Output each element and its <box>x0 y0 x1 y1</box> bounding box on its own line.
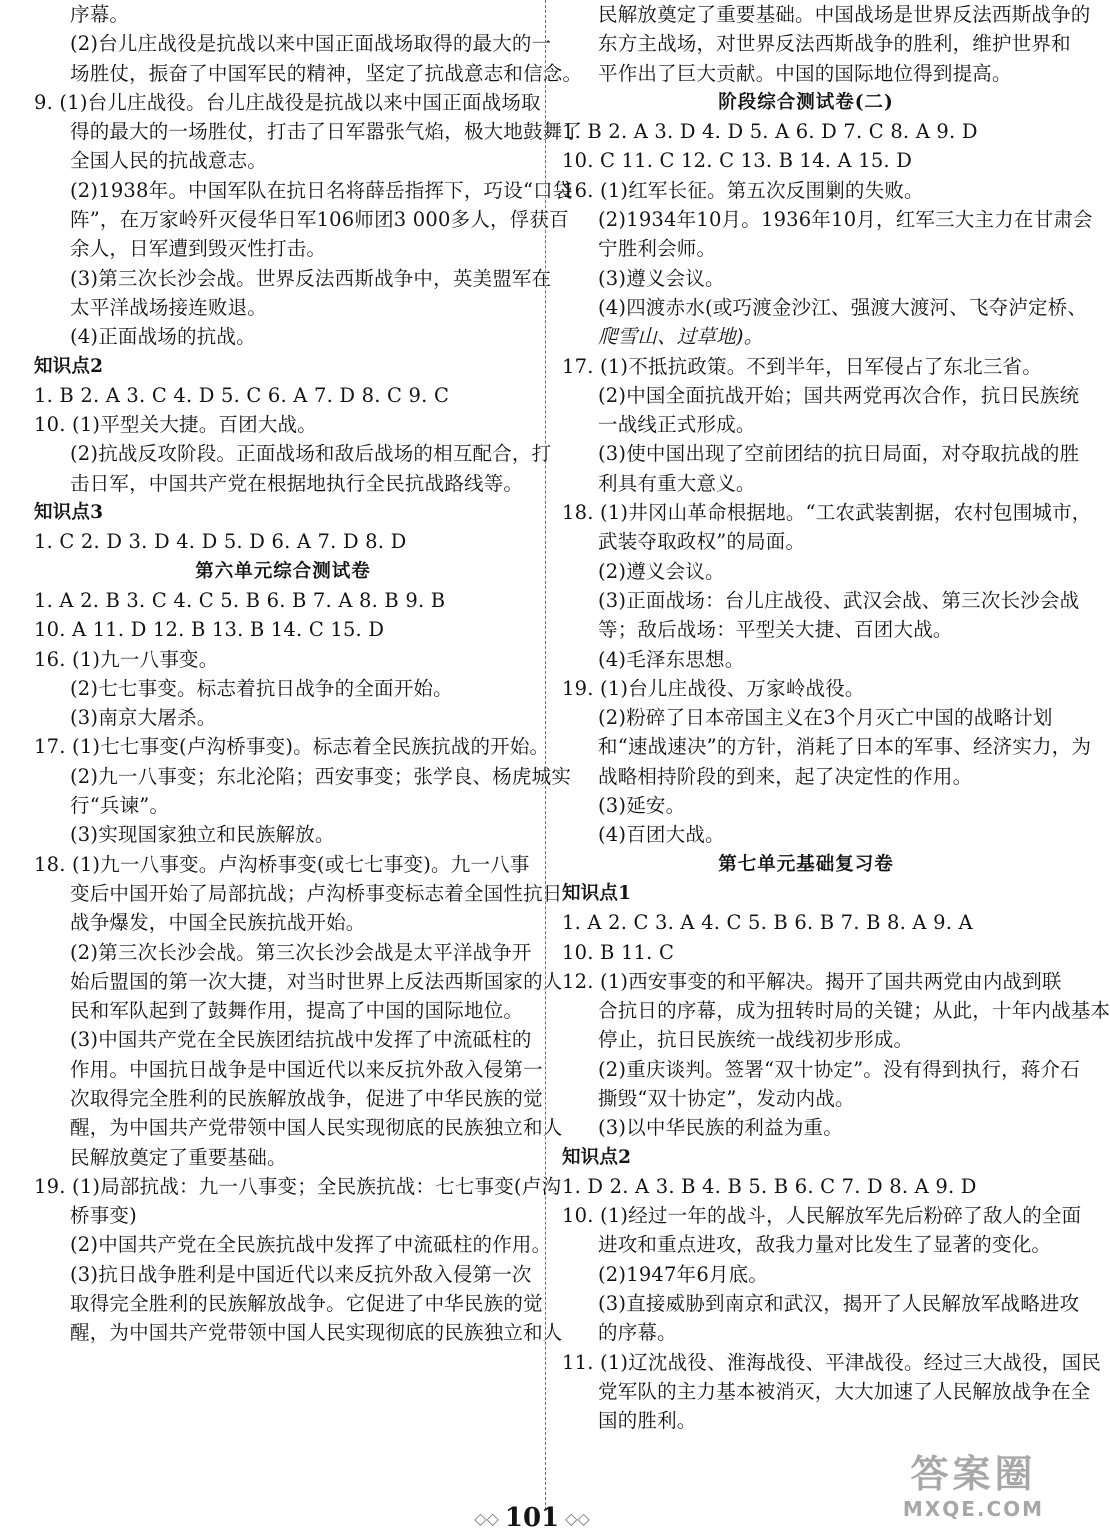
answer-line: 阵”，在万家岭歼灭侵华日军106师团3 000多人，俘获百 <box>70 208 569 232</box>
answer-line: 民解放奠定了重要基础。中国战场是世界反法西斯战争的 <box>598 3 1091 26</box>
answer-line: 战争爆发，中国全民族抗战开始。 <box>70 911 366 935</box>
answer-line: 进攻和重点进攻，敌我力量对比发生了显著的变化。 <box>598 1233 1052 1257</box>
answer-line: 10. (1)平型关大捷。百团大战。 <box>34 413 317 437</box>
right-column <box>562 0 1110 1436</box>
answer-line: 战略相持阶段的到来，起了决定性的作用。 <box>598 764 973 788</box>
answer-line: 10. A 11. D 12. B 13. B 14. C 15. D <box>34 618 385 642</box>
answer-line: 16. (1)红军长征。第五次反围剿的失败。 <box>562 178 924 202</box>
answer-line: (2)九一八事变；东北沦陷；西安事变；张学良、杨虎城实 <box>70 764 572 788</box>
knowledge-point-heading: 知识点1 <box>562 882 632 904</box>
answer-line: (2)遵义会议。 <box>598 559 725 583</box>
footer-ornament-left: ◇◇ <box>474 1509 499 1528</box>
answer-line: 作用。中国抗日战争是中国近代以来反抗外敌入侵第一 <box>70 1057 543 1081</box>
answer-line: 民和军队起到了鼓舞作用，提高了中国的国际地位。 <box>70 999 524 1023</box>
answer-line: (4)百团大战。 <box>598 823 725 847</box>
page-number: 101 <box>504 1503 560 1533</box>
answer-line: 宁胜利会师。 <box>598 237 717 261</box>
answer-line: 桥事变) <box>70 1204 137 1228</box>
answer-line: (3)实现国家独立和民族解放。 <box>70 823 335 847</box>
answer-line: 停止，抗日民族统一战线初步形成。 <box>598 1028 914 1052</box>
answer-line: 行“兵谏”。 <box>70 794 170 818</box>
answer-line: 17. (1)七七事变(卢沟桥事变)。标志着全民族抗战的开始。 <box>34 735 550 759</box>
answer-line: (3)中国共产党在全民族团结抗战中发挥了中流砥柱的 <box>70 1028 532 1052</box>
answer-line: 合抗日的序幕，成为扭转时局的关键；从此，十年内战基本 <box>598 999 1110 1023</box>
column-divider <box>545 0 546 1510</box>
answer-line: (3)使中国出现了空前团结的抗日局面，对夺取抗战的胜 <box>598 442 1080 466</box>
answer-line: (4)四渡赤水(或巧渡金沙江、强渡大渡河、飞夺泸定桥、 <box>598 295 1088 319</box>
footer-ornament-right: ◇◇ <box>565 1509 590 1528</box>
answer-line: 得的最大的一场胜仗，打击了日军嚣张气焰，极大地鼓舞了 <box>70 120 583 144</box>
answer-line: 全国人民的抗战意志。 <box>70 149 268 173</box>
answer-line: (2)中国共产党在全民族抗战中发挥了中流砥柱的作用。 <box>70 1233 552 1257</box>
answer-line: 1. B 2. A 3. D 4. D 5. A 6. D 7. C 8. A 9. D <box>562 120 978 144</box>
answer-line: (2)粉碎了日本帝国主义在3个月灭亡中国的战略计划 <box>598 706 1053 730</box>
answer-line: (2)抗战反攻阶段。正面战场和敌后战场的相互配合，打 <box>70 442 552 466</box>
answer-line: 9. (1)台儿庄战役。台儿庄战役是抗战以来中国正面战场取 <box>34 90 541 114</box>
answer-line: (2)第三次长沙会战。第三次长沙会战是太平洋战争开 <box>70 940 532 964</box>
answer-line: 序幕。 <box>70 3 130 26</box>
answer-line: 一战线正式形成。 <box>598 413 756 437</box>
answer-line: 1. B 2. A 3. C 4. D 5. C 6. A 7. D 8. C 9. C <box>34 383 450 407</box>
answer-line: 党军队的主力基本被消灭，大大加速了人民解放战争在全 <box>598 1379 1091 1403</box>
answer-line: 等；敌后战场：平型关大捷、百团大战。 <box>598 618 953 642</box>
answer-line: (4)正面战场的抗战。 <box>70 325 256 349</box>
answer-line: (4)毛泽东思想。 <box>598 647 745 671</box>
watermark-line1: 答案圈 <box>910 1452 1037 1496</box>
answer-line: 10. (1)经过一年的战斗，人民解放军先后粉碎了敌人的全面 <box>562 1204 1082 1228</box>
answer-line: 撕毁“双十协定”，发动内战。 <box>598 1086 855 1110</box>
answer-line: 19. (1)台儿庄战役、万家岭战役。 <box>562 676 865 700</box>
answer-line: 东方主战场，对世界反法西斯战争的胜利，维护世界和 <box>598 32 1071 56</box>
answer-line: (2)1938年。中国军队在抗日名将薛岳指挥下，巧设“口袋 <box>70 178 573 202</box>
answer-line: 始后盟国的第一次大捷，对当时世界上反法西斯国家的人 <box>70 969 563 993</box>
answer-line: 变后中国开始了局部抗战；卢沟桥事变标志着全国性抗日 <box>70 881 563 905</box>
answer-line: 次取得完全胜利的民族解放战争，促进了中华民族的觉 <box>70 1086 543 1110</box>
answer-line: (2)七七事变。标志着抗日战争的全面开始。 <box>70 676 453 700</box>
answer-line: (2)中国全面抗战开始；国共两党再次合作，抗日民族统 <box>598 383 1080 407</box>
answer-line: 17. (1)不抵抗政策。不到半年，日军侵占了东北三省。 <box>562 354 1042 378</box>
answer-line: 场胜仗，振奋了中国军民的精神，坚定了抗战意志和信念。 <box>70 61 583 85</box>
answer-line: 1. C 2. D 3. D 4. D 5. D 6. A 7. D 8. D <box>34 530 407 554</box>
answer-line: 余人，日军遭到毁灭性打击。 <box>70 237 327 261</box>
answer-line: (3)以中华民族的利益为重。 <box>598 1116 843 1140</box>
answer-line: (3)直接威胁到南京和武汉，揭开了人民解放军战略进攻 <box>598 1292 1080 1316</box>
answer-line: (3)抗日战争胜利是中国近代以来反抗外敌入侵第一次 <box>70 1262 532 1286</box>
answer-line: (3)延安。 <box>598 794 686 818</box>
watermark-line2: MXQE.COM <box>902 1497 1045 1521</box>
section-heading: 阶段综合测试卷(二) <box>718 91 894 113</box>
answer-line: 平作出了巨大贡献。中国的国际地位得到提高。 <box>598 61 1012 85</box>
answer-line: 10. C 11. C 12. C 13. B 14. A 15. D <box>562 149 913 173</box>
answer-line: 爬雪山、过草地)。 <box>598 325 764 349</box>
left-column <box>34 0 583 1348</box>
answer-line: 的序幕。 <box>598 1321 677 1345</box>
answer-line: 1. A 2. C 3. A 4. C 5. B 6. B 7. B 8. A 9. A <box>562 911 973 935</box>
answer-line: 1. D 2. A 3. B 4. B 5. B 6. C 7. D 8. A 9. D <box>562 1174 977 1198</box>
answer-line: 太平洋战场接连败退。 <box>70 295 268 319</box>
answer-line: (2)1947年6月底。 <box>598 1262 769 1286</box>
answer-line: (3)第三次长沙会战。世界反法西斯战争中，英美盟军在 <box>70 266 552 290</box>
watermark-logo <box>891 1450 1056 1530</box>
knowledge-point-heading: 知识点2 <box>34 355 104 377</box>
answer-line: (2)台儿庄战役是抗战以来中国正面战场取得的最大的一 <box>70 32 552 56</box>
answer-line: 取得完全胜利的民族解放战争。它促进了中华民族的觉 <box>70 1292 543 1316</box>
answer-line: 武装夺取政权”的局面。 <box>598 530 806 554</box>
answer-line: 民解放奠定了重要基础。 <box>70 1145 287 1169</box>
section-heading: 第六单元综合测试卷 <box>195 560 371 582</box>
answer-line: 10. B 11. C <box>562 940 675 964</box>
answer-line: 醒，为中国共产党带领中国人民实现彻底的民族独立和人 <box>70 1321 563 1345</box>
answer-line: 国的胜利。 <box>598 1409 697 1433</box>
answer-line: (2)1934年10月。1936年10月，红军三大主力在甘肃会 <box>598 208 1093 232</box>
answer-line: 击日军，中国共产党在根据地执行全民抗战路线等。 <box>70 471 524 495</box>
answer-line: 醒，为中国共产党带领中国人民实现彻底的民族独立和人 <box>70 1116 563 1140</box>
answer-line: 19. (1)局部抗战：九一八事变；全民族抗战：七七事变(卢沟 <box>34 1174 562 1198</box>
answer-line: 11. (1)辽沈战役、淮海战役、平津战役。经过三大战役，国民 <box>562 1350 1102 1374</box>
knowledge-point-heading: 知识点3 <box>34 502 104 524</box>
answer-line: 利具有重大意义。 <box>598 471 756 495</box>
answer-line: 1. A 2. B 3. C 4. C 5. B 6. B 7. A 8. B 9. B <box>34 588 446 612</box>
knowledge-point-heading: 知识点2 <box>562 1146 632 1168</box>
section-heading: 第七单元基础复习卷 <box>718 853 894 875</box>
answer-line: (3)南京大屠杀。 <box>70 706 217 730</box>
answer-line: 16. (1)九一八事变。 <box>34 647 219 671</box>
answer-line: 和“速战速决”的方针，消耗了日本的军事、经济实力，为 <box>598 735 1092 759</box>
answer-line: 18. (1)井冈山革命根据地。“工农武装割据，农村包围城市， <box>562 501 1092 525</box>
answer-line: 18. (1)九一八事变。卢沟桥事变(或七七事变)。九一八事 <box>34 852 530 876</box>
answer-line: (3)正面战场：台儿庄战役、武汉会战、第三次长沙会战 <box>598 588 1080 612</box>
answer-line: 12. (1)西安事变的和平解决。揭开了国共两党由内战到联 <box>562 969 1062 993</box>
answer-line: (3)遵义会议。 <box>598 266 725 290</box>
answer-line: (2)重庆谈判。签署“双十协定”。没有得到执行，蒋介石 <box>598 1057 1080 1081</box>
